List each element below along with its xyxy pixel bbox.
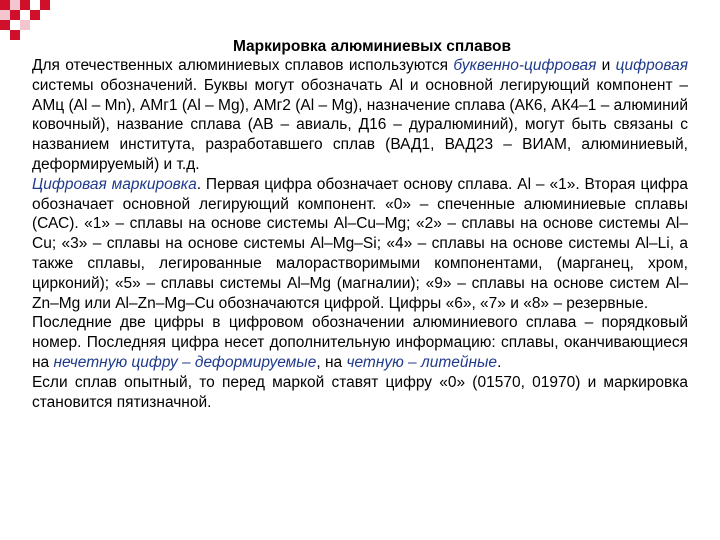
text-span: . Первая цифра обозначает основу сплава. Al – «1». Вторая цифра обозначает основной легирующий компонент. «0» – спеченные алюминиевые сплавы (САС). «1» – сплавы на основе системы Al–Cu–Mg; «2» – сплавы на основе системы Al–Cu; «3» – сплавы на основе системы Al–Mg–Si; «4» – сплавы на основе системы Al–Li, а также сплавы, легированные малорастворимыми компонентами, (марганец, хром, цирконий); «5» – сплавы системы Al–Mg (магналии); «9» – сплавы на основе систем Al–Zn–Mg или Al–Zn–Mg–Cu обозначаются цифрой. Цифры «6», «7» и «8» – резервные. bbox=[32, 175, 688, 312]
emphasis-digital: цифровая bbox=[615, 57, 688, 74]
document-body bbox=[32, 56, 688, 412]
emphasis-odd-wrought: нечетную цифру – деформируемые bbox=[53, 353, 317, 371]
decoration-square bbox=[20, 20, 30, 30]
decoration-square bbox=[30, 10, 40, 20]
text-span: системы обозначений. Буквы могут обозначать Al и основной легирующий компонент – АМц (Al – Mn), АМг1 (Al – Mg), АМг2 (Al – Mg), назначение сплава (АК6, АК4–1 – алюминий ковочный), название сплава (АВ – авиаль, Д16 – дуралюминий), могут быть связаны с названием института, разработавшего сплав (ВАД1, ВАД23 – ВИАМ, алюминиевый, деформируемый) и т.д. bbox=[32, 76, 688, 173]
emphasis-digital-marking: Цифровая маркировка bbox=[32, 175, 197, 193]
paragraph-last-digits bbox=[32, 313, 688, 372]
paragraph-designation-systems bbox=[32, 56, 688, 175]
text-span: Если сплав опытный, то перед маркой ставят цифру «0» (01570, 01970) и маркировка становится пятизначной. bbox=[32, 373, 688, 411]
decoration-square bbox=[20, 0, 30, 10]
page-title: Маркировка алюминиевых сплавов bbox=[232, 38, 512, 55]
decoration-square bbox=[10, 0, 20, 10]
decoration-square bbox=[0, 0, 10, 10]
decoration-square bbox=[10, 10, 20, 20]
decoration-square bbox=[0, 20, 10, 30]
paragraph-digital-marking bbox=[32, 175, 688, 314]
decoration-square bbox=[0, 10, 10, 20]
text-span: . bbox=[497, 353, 502, 371]
decoration-square bbox=[40, 0, 50, 10]
text-span: Для отечественных алюминиевых сплавов используются bbox=[32, 57, 454, 74]
emphasis-even-cast: четную – литейные bbox=[346, 353, 498, 371]
emphasis-alphanumeric: буквенно-цифровая bbox=[453, 57, 597, 74]
text-span: Последние две цифры в цифровом обозначении алюминиевого сплава – порядковый номер. Последняя цифра несет дополнительную информацию: сплавы, оканчивающиеся на bbox=[32, 314, 688, 371]
text-span: , на bbox=[316, 353, 347, 371]
paragraph-experimental bbox=[32, 373, 688, 413]
corner-decoration bbox=[0, 0, 64, 40]
text-span: и bbox=[596, 57, 616, 74]
